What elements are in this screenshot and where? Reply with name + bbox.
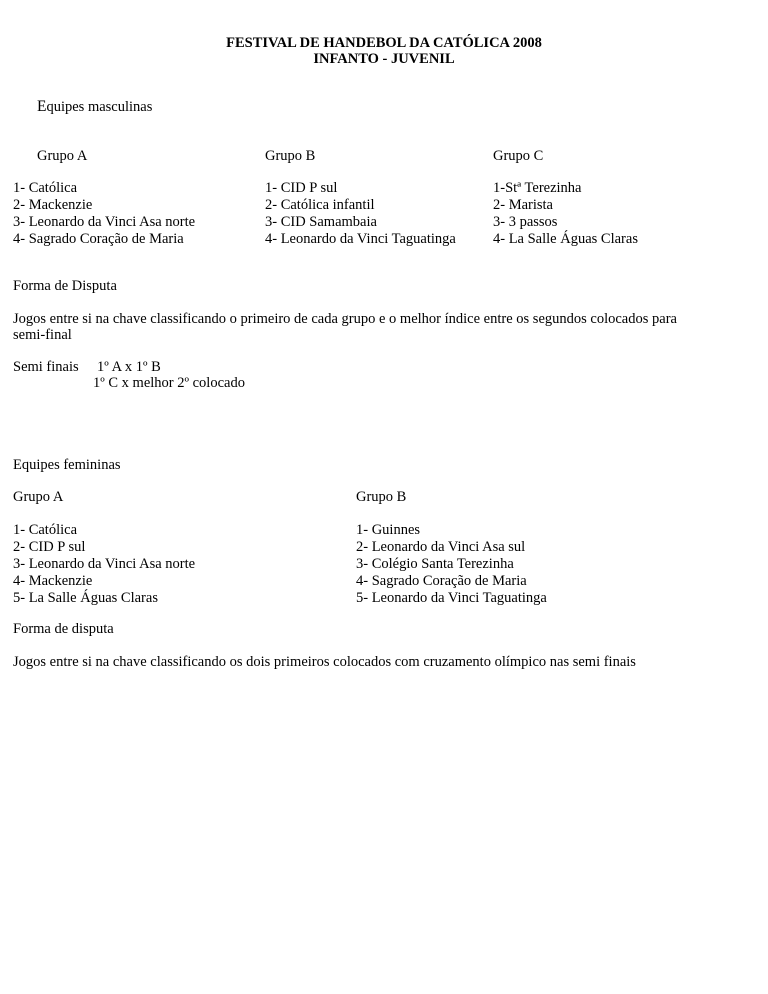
list-item: 1- Católica <box>13 522 78 538</box>
male-group-c-label: Grupo C <box>493 148 544 164</box>
male-format-text-line1: Jogos entre si na chave classificando o primeiro de cada grupo e o melhor índice entre os segundos colocados para <box>13 311 677 327</box>
female-group-a-list <box>13 522 195 607</box>
list-item: 1- CID P sul <box>265 180 338 196</box>
list-item: 4- Leonardo da Vinci Taguatinga <box>265 231 456 247</box>
list-item: 4- Mackenzie <box>13 573 93 589</box>
male-group-a-label: Grupo A <box>37 148 88 164</box>
list-item: 2- Católica infantil <box>265 197 375 213</box>
female-group-b-label: Grupo B <box>356 489 407 505</box>
list-item: 4- Sagrado Coração de Maria <box>356 573 527 589</box>
list-item: 4- Sagrado Coração de Maria <box>13 231 184 247</box>
female-format-text: Jogos entre si na chave classificando os dois primeiros colocados com cruzamento olímpico nas semi finais <box>13 654 636 670</box>
female-teams-heading: Equipes femininas <box>13 457 121 473</box>
list-item: 3- Colégio Santa Terezinha <box>356 556 514 572</box>
semis-match-2: 1º C x melhor 2º colocado <box>93 375 245 391</box>
male-teams-heading <box>37 98 152 116</box>
semis-label: Semi finais <box>13 359 79 375</box>
list-item: 2- Leonardo da Vinci Asa sul <box>356 539 526 555</box>
list-item: 2- Marista <box>493 197 553 213</box>
female-group-b-list <box>356 522 547 607</box>
male-group-b-list <box>265 180 456 248</box>
list-item: 5- La Salle Águas Claras <box>13 590 158 606</box>
male-group-b-label: Grupo B <box>265 148 316 164</box>
male-group-c-list <box>493 180 638 248</box>
female-format-heading: Forma de disputa <box>13 621 114 637</box>
list-item: 1- Católica <box>13 180 78 196</box>
male-format-heading: Forma de Disputa <box>13 278 117 294</box>
list-item: 2- CID P sul <box>13 539 86 555</box>
document-subtitle: INFANTO - JUVENIL <box>313 51 455 67</box>
male-format-text-line2: semi-final <box>13 327 72 343</box>
list-item: 1- Guinnes <box>356 522 421 538</box>
list-item: 3- 3 passos <box>493 214 558 230</box>
list-item: 1-Stª Terezinha <box>493 180 582 196</box>
list-item: 3- Leonardo da Vinci Asa norte <box>13 214 196 230</box>
document-title: FESTIVAL DE HANDEBOL DA CATÓLICA 2008 <box>226 35 542 51</box>
list-item: 2- Mackenzie <box>13 197 93 213</box>
female-group-a-label: Grupo A <box>13 489 64 505</box>
list-item: 3- CID Samambaia <box>265 214 377 230</box>
male-heading-rest: quipes masculinas <box>46 99 153 115</box>
list-item: 5- Leonardo da Vinci Taguatinga <box>356 590 547 606</box>
list-item: 3- Leonardo da Vinci Asa norte <box>13 556 196 572</box>
male-heading-initial: E <box>37 98 47 115</box>
male-group-a-list <box>13 180 195 248</box>
semis-match-1: 1º A x 1º B <box>97 359 161 375</box>
list-item: 4- La Salle Águas Claras <box>493 231 638 247</box>
